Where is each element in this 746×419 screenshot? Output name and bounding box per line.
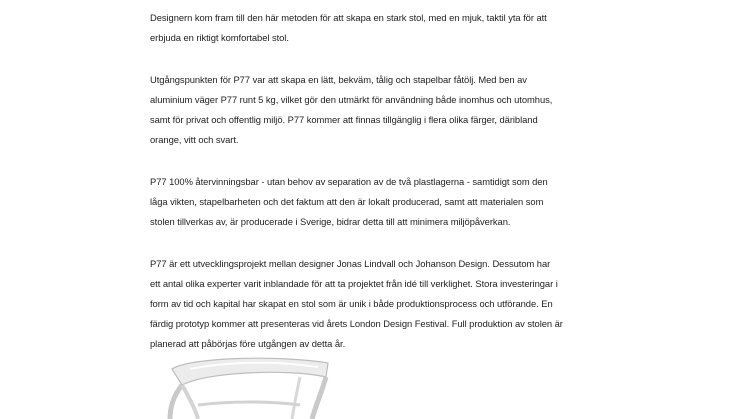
paragraph-recyclability [150,172,650,232]
text-line: Designern kom fram till den här metoden för att skapa en stark stol, med en mjuk, taktil yta för att [150,12,547,23]
text-line: P77 100% återvinningsbar - utan behov av separation av de två plastlagerna - samtidigt som den [150,176,548,187]
text-line: ett antal olika experter varit inblandade för att ta projektet från idé till verklighet. Stora investeringar i [150,278,558,289]
text-line: P77 är ett utvecklingsprojekt mellan designer Jonas Lindvall och Johanson Design. Dessutom har [150,258,551,269]
chair-photo [150,355,370,419]
paragraph-development-project [150,254,650,354]
text-line: orange, vitt och svart. [150,134,239,145]
paragraph-starting-point [150,70,650,150]
text-line: erbjuda en riktigt komfortabel stol. [150,32,289,43]
text-line: form av tid och kapital har skapat en stol som är unik i både produktionsprocess och utförande. En [150,298,553,309]
text-line: planerad att påbörjas före utgången av detta år. [150,338,346,349]
text-line: samt för privat och offentlig miljö. P77 kommer att finnas tillgänglig i flera olika färger, däribland [150,114,538,125]
text-line: aluminium väger P77 runt 5 kg, vilket gör den utmärkt för användning både inomhus och utomhus, [150,94,553,105]
chair-icon [150,355,370,419]
paragraph-design-method [150,8,650,48]
text-line: låga vikten, stapelbarheten och det faktum att den är lokalt producerad, samt att materialen som [150,196,544,207]
text-line: stolen tillverkas av, är producerade i Sverige, bidrar detta till att minimera miljöpåverkan. [150,216,511,227]
text-line: färdig prototyp kommer att presenteras vid årets London Design Festival. Full produktion av stolen är [150,318,563,329]
article-body [150,8,650,354]
text-line: Utgångspunkten för P77 var att skapa en lätt, bekväm, tålig och stapelbar fåtölj. Med ben av [150,74,527,85]
